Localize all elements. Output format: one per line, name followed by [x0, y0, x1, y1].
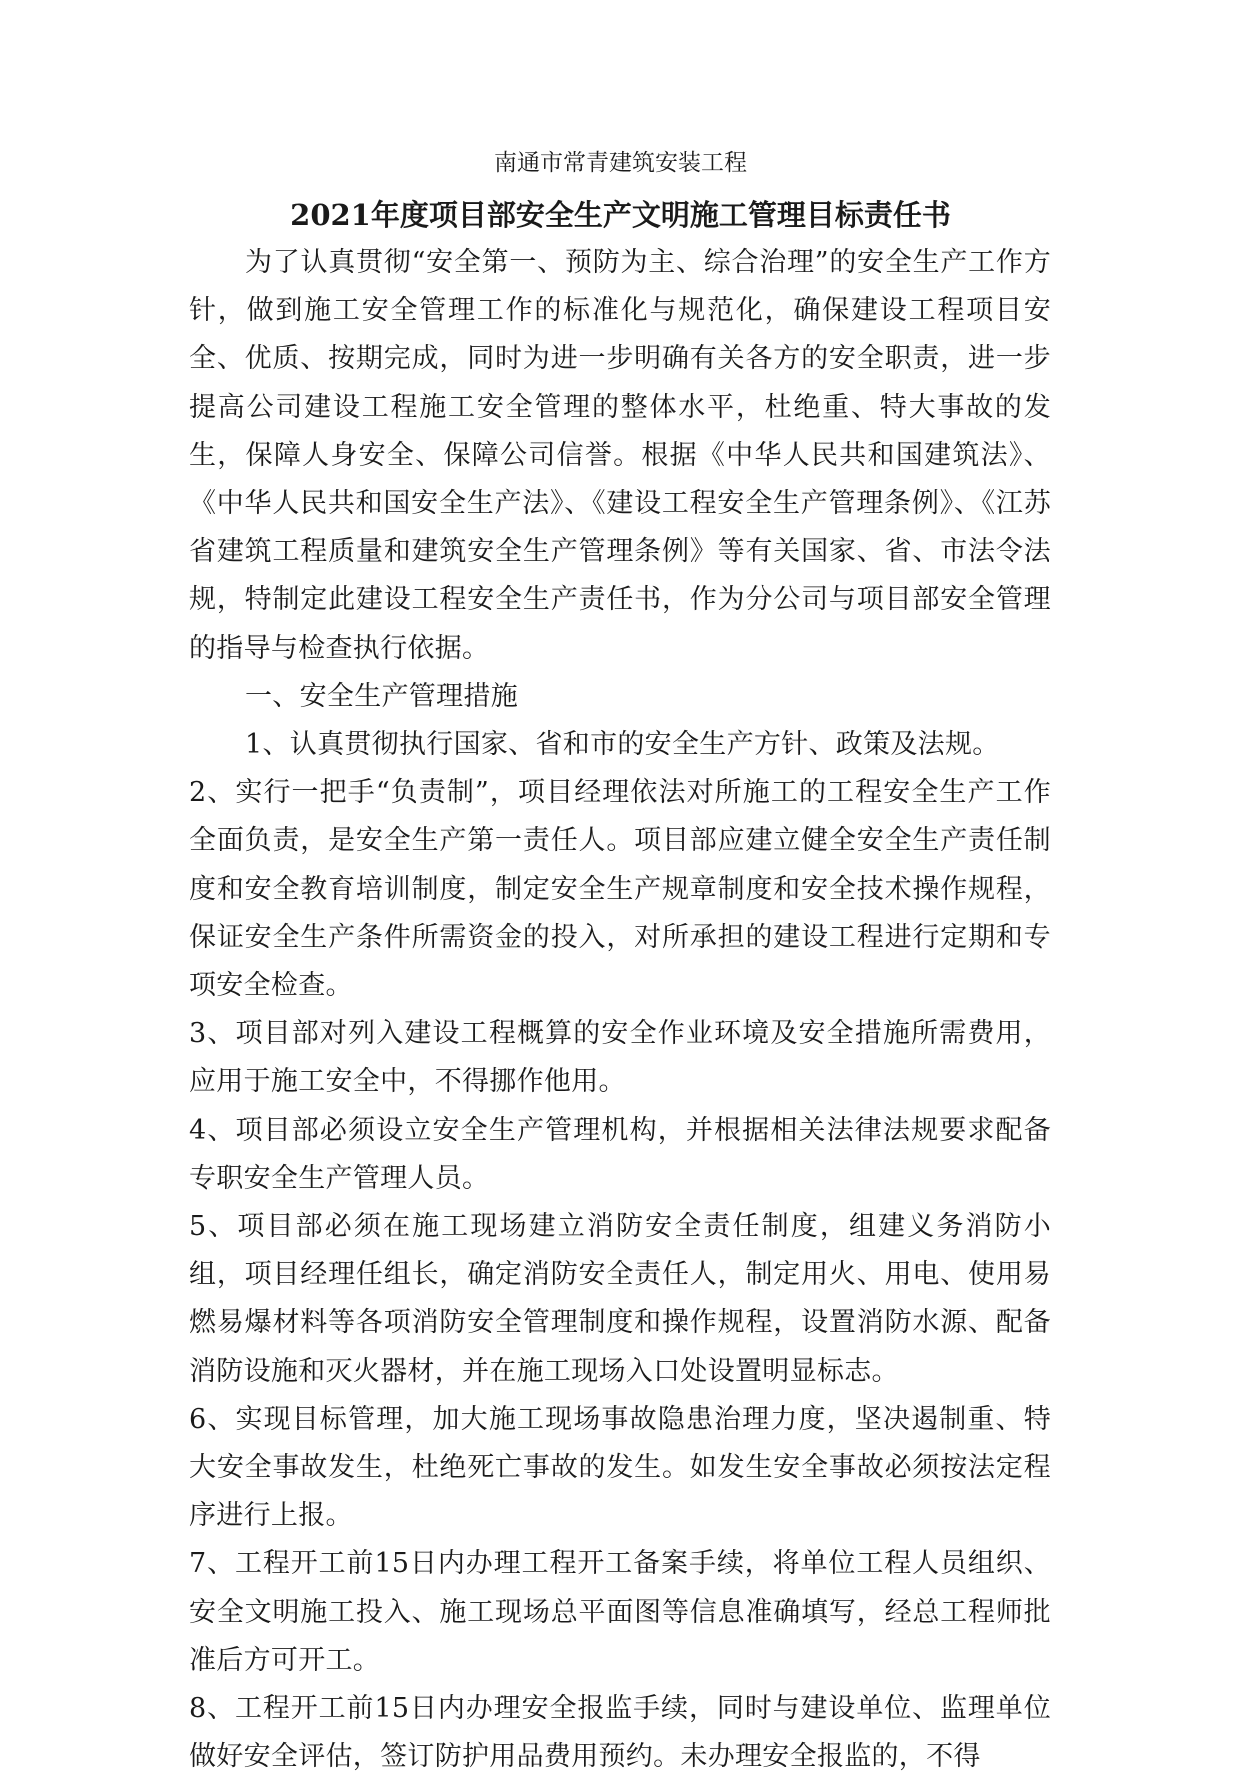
list-item: 7、工程开工前15日内办理工程开工备案手续，将单位工程人员组织、安全文明施工投入、施工现场总平面图等信息准确填写，经总工程师批准后方可开工。 — [189, 1548, 1051, 1676]
list-item: 5、项目部必须在施工现场建立消防安全责任制度，组建义务消防小组，项目经理任组长，确定消防安全责任人，制定用火、用电、使用易燃易爆材料等各项消防安全管理制度和操作规程，设置消防水源、配备消防设施和灭火器材，并在施工现场入口处设置明显标志。 — [189, 1211, 1051, 1387]
list-item: 1、认真贯彻执行国家、省和市的安全生产方针、政策及法规。 — [245, 729, 1000, 761]
list-item: 3、项目部对列入建设工程概算的安全作业环境及安全措施所需费用，应用于施工安全中，不得挪作他用。 — [189, 1018, 1051, 1098]
organization-name: 南通市常青建筑安装工程 — [494, 150, 747, 176]
intro-paragraph: 为了认真贯彻“安全第一、预防为主、综合治理”的安全生产工作方针，做到施工安全管理工作的标准化与规范化，确保建设工程项目安全、优质、按期完成，同时为进一步明确有关各方的安全职责，进一步提高公司建设工程施工安全管理的整体水平，杜绝重、特大事故的发生，保障人身安全、保障公司信誉。根据《中华人民共和国建筑法》、《中华人民共和国安全生产法》、《建设工程安全生产管理条例》、《江苏省建筑工程质量和建筑安全生产管理条例》等有关国家、省、市法令法规，特制定此建设工程安全生产责任书，作为分公司与项目部安全管理的指导与检查执行依据。 — [189, 247, 1051, 664]
document-body — [189, 239, 1051, 1782]
list-item: 8、工程开工前15日内办理安全报监手续，同时与建设单位、监理单位做好安全评估，签订防护用品费用预约。未办理安全报监的，不得 — [189, 1693, 1051, 1773]
list-item: 2、实行一把手“负责制”，项目经理依法对所施工的工程安全生产工作全面负责，是安全生产第一责任人。项目部应建立健全安全生产责任制度和安全教育培训制度，制定安全生产规章制度和安全技术操作规程，保证安全生产条件所需资金的投入，对所承担的建设工程进行定期和专项安全检查。 — [189, 777, 1051, 1002]
section-heading: 一、安全生产管理措施 — [245, 680, 518, 712]
list-item: 4、项目部必须设立安全生产管理机构，并根据相关法律法规要求配备专职安全生产管理人员。 — [189, 1114, 1051, 1194]
list-item: 6、实现目标管理，加大施工现场事故隐患治理力度，坚决遏制重、特大安全事故发生，杜绝死亡事故的发生。如发生安全事故必须按法定程序进行上报。 — [189, 1403, 1051, 1532]
document-title: 2021年度项目部安全生产文明施工管理目标责任书 — [290, 198, 951, 232]
